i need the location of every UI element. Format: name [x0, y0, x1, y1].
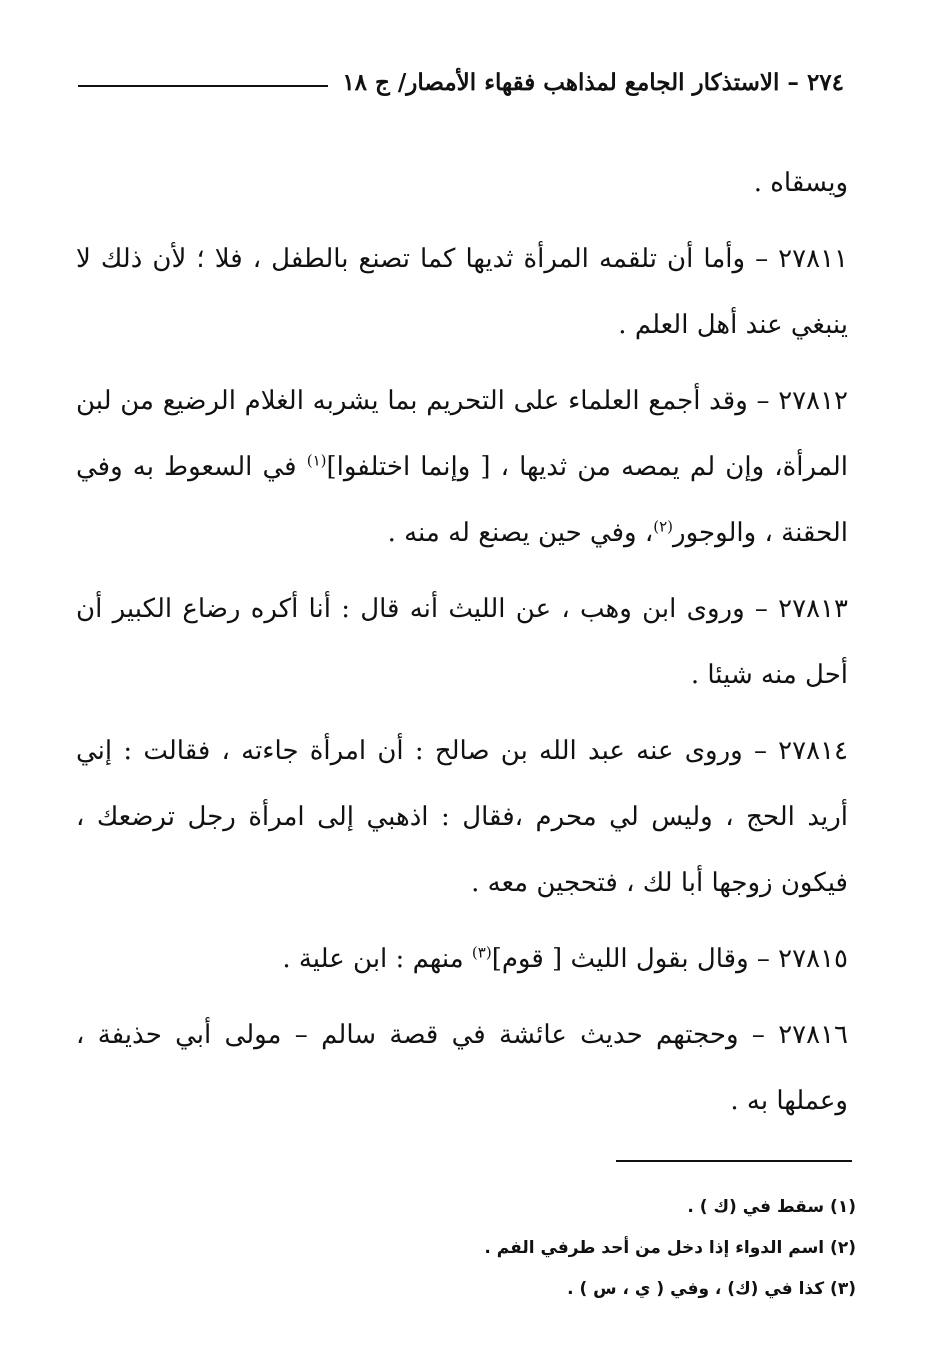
paragraph-text: وحجتهم حديث عائشة في قصة سالم – مولى أبي حذيفة ، وعملها به . — [76, 1020, 848, 1116]
paragraph-27812 — [76, 368, 848, 566]
paragraph-text: منهم : ابن علية . — [282, 944, 472, 974]
footnote-3: (٣) كذا في (ك) ، وفي ( ي ، س ) . — [567, 1279, 856, 1299]
running-head: ٢٧٤ – الاستذكار الجامع لمذاهب فقهاء الأمصار/ ج ١٨ — [342, 68, 844, 96]
number-separator: – — [738, 1020, 779, 1050]
paragraph-number: ٢٧٨١٦ — [778, 1020, 849, 1050]
header-rule — [78, 85, 328, 87]
footnote-ref-2[interactable]: (٢) — [653, 517, 674, 536]
paragraph-text: وروى ابن وهب ، عن الليث أنه قال : أنا أكره رضاع الكبير أن أحل منه شيئا . — [76, 594, 848, 690]
page-header — [78, 62, 844, 102]
paragraph-text: وقال بقول الليث [ قوم] — [491, 944, 749, 974]
number-separator: – — [744, 594, 779, 624]
paragraph-27815 — [76, 926, 848, 992]
footnote-ref-3[interactable]: (٣) — [471, 943, 492, 962]
paragraph-number: ٢٧٨١٣ — [778, 594, 848, 624]
number-separator: – — [742, 736, 779, 766]
main-text — [76, 150, 848, 1144]
footnotes — [76, 1187, 856, 1310]
paragraph-27813 — [76, 576, 848, 708]
paragraph-number: ٢٧٨١٢ — [778, 386, 849, 416]
paragraph-text: ، وفي حين يصنع له منه . — [387, 518, 654, 548]
paragraph-text: وقد أجمع العلماء على التحريم بما يشربه الغلام الرضيع من لبن المرأة، وإن لم يمصه من ثديها ، [ وإنما اختلفوا] — [76, 386, 848, 482]
paragraph-text: في السعوط به وفي الحقنة ، والوجور — [76, 452, 848, 548]
paragraph-number: ٢٧٨١٤ — [778, 736, 848, 766]
footnote-rule — [616, 1160, 852, 1162]
number-separator: – — [748, 944, 779, 974]
paragraph-text: ويسقاه . — [753, 168, 848, 198]
paragraph-27814 — [76, 718, 848, 916]
paragraph-text: وأما أن تلقمه المرأة ثديها كما تصنع بالطفل ، فلا ؛ لأن ذلك لا ينبغي عند أهل العلم . — [76, 244, 848, 340]
paragraph-number: ٢٧٨١١ — [778, 244, 848, 274]
number-separator: – — [747, 386, 779, 416]
footnote-1: (١) سقط في (ك ) . — [687, 1197, 856, 1217]
paragraph-27816 — [76, 1002, 848, 1134]
number-separator: – — [745, 244, 779, 274]
footnote-2: (٢) اسم الدواء إذا دخل من أحد طرفي الفم . — [484, 1238, 856, 1258]
paragraph-27811 — [76, 226, 848, 358]
paragraph-number: ٢٧٨١٥ — [778, 944, 848, 974]
footnote-ref-1[interactable]: (١) — [306, 451, 327, 470]
continued-paragraph — [76, 150, 848, 216]
paragraph-text: وروى عنه عبد الله بن صالح : أن امرأة جاءته ، فقالت : إني أريد الحج ، وليس لي محرم ،فقال : اذهبي إلى امرأة رجل ترضعك ، فيكون زوجها أبا لك ، فتحجين معه . — [76, 736, 848, 898]
